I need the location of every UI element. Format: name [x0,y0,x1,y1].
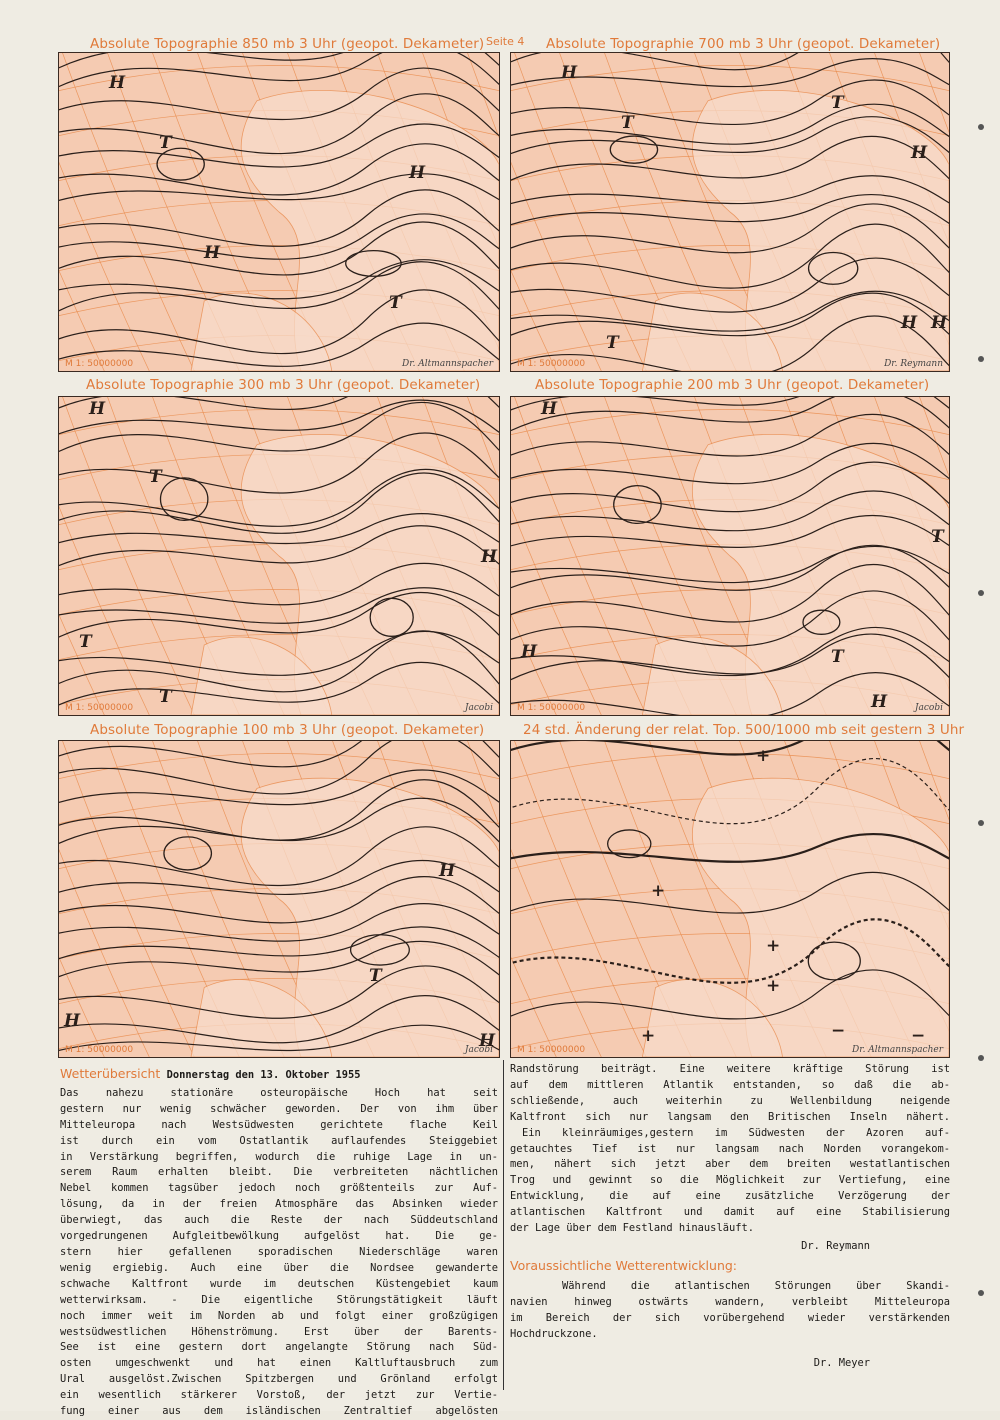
closed-isoline [160,478,207,520]
high-pressure-symbol: H [109,73,126,93]
change-symbol: + [641,1026,656,1046]
text-line: Nebel kommen tagsüber jedoch noch größtenteils zur Auf- [60,1182,498,1195]
report-left-text [60,1086,498,1420]
text-line: Das nahezu stationäre osteuropäische Hoch hat seit [60,1086,498,1099]
map-title: Absolute Topographie 850 mb 3 Uhr (geopot. Dekameter) [90,36,485,52]
isoline [59,397,499,412]
map-scale: M 1: 50000000 [517,1045,586,1055]
low-pressure-symbol: T [159,133,172,153]
map-700mb [510,52,950,372]
map-title: Absolute Topographie 300 mb 3 Uhr (geopot. Dekameter) [86,377,481,393]
high-pressure-symbol: H [541,399,558,419]
text-line: lösung, da in der freien Atmosphäre das Absinken wieder [60,1198,498,1211]
graticule-line [511,754,949,782]
report-right-text [510,1062,950,1237]
text-line: See ist eine gestern dort angelangte Störung nach Süd- [60,1341,498,1354]
map-signature: Jacobi [914,703,943,713]
isoline [59,741,499,767]
map-drawing [511,397,949,715]
change-symbol: + [766,936,781,956]
text-line: ein wesentlich stärkerer Vorstoß, der jetzt zur Vertie- [60,1389,498,1402]
text-line: überwiegt, das auch die Reste der nach Süddeutschland [60,1214,498,1227]
low-pressure-symbol: T [389,293,402,313]
text-line: noch immer weit im Norden ab und folgt einer großzügigen [60,1309,498,1322]
change-symbol: − [911,1026,926,1046]
high-pressure-symbol: H [439,861,456,881]
map-850mb [58,52,500,372]
graticule-line [59,397,154,715]
report-right-column [510,1062,950,1372]
punch-hole [978,1290,984,1296]
graticule-line [59,53,109,371]
map-drawing [511,741,949,1057]
text-line: Randstörung beiträgt. Eine weitere kräftige Störung ist [510,1063,950,1075]
punch-hole [978,356,984,362]
isoline [59,400,499,437]
text-line: Mitteleuropa nach Westsüdwesten gerichtete flache Keil [60,1118,498,1131]
text-line: Ural ausgelöst.Zwischen Spitzbergen und Grönland erfolgt [60,1373,498,1386]
map-100mb [58,740,500,1058]
closed-isoline [614,486,661,524]
low-pressure-symbol: T [606,333,619,353]
text-line: men, nähert sich jetzt aber dem breiten westatlantischen [510,1158,950,1171]
graticule-line [511,741,561,1057]
map-title: 24 std. Änderung der relat. Top. 500/1000 mb seit gestern 3 Uhr [523,722,965,738]
high-pressure-symbol: H [931,313,948,333]
closed-isoline [164,837,211,870]
graticule-line [59,741,109,1057]
text-line: Ein kleinräumiges,gestern im Südwesten der Azoren auf- [522,1126,950,1139]
low-pressure-symbol: T [159,687,172,707]
map-title: Absolute Topographie 700 mb 3 Uhr (geopot. Dekameter) [546,36,941,52]
text-line: der Lage über dem Festland hinausläuft. [510,1222,754,1235]
map-signature: Jacobi [464,703,493,713]
text-line: in Verstärkung begriffen, wodurch die ruhige Lage in un- [60,1150,498,1163]
map-scale: M 1: 50000000 [65,1045,134,1055]
report-left-column [60,1066,498,1420]
low-pressure-symbol: T [931,527,944,547]
map-title: Absolute Topographie 200 mb 3 Uhr (geopot. Dekameter) [535,377,930,393]
text-line: osten umgeschwenkt und hat einen Kaltluftausbruch zum [60,1357,498,1370]
change-symbol: + [766,976,781,996]
forecast-text [510,1279,950,1343]
map-500-1000-change [510,740,950,1058]
high-pressure-symbol: H [911,143,928,163]
high-pressure-symbol: H [561,63,578,83]
change-symbol: + [651,881,666,901]
text-line: westsüdwestlichen Höhenströmung. Erst über der Barents- [60,1325,498,1338]
text-line: Hochdruckzone. [510,1327,598,1340]
change-symbol: + [756,746,771,766]
text-line: im Bereich der sich vorübergehend wieder verstärkenden [510,1311,950,1324]
map-drawing [59,53,499,371]
punch-hole [978,820,984,826]
low-pressure-symbol: T [369,966,382,986]
punch-hole [978,1055,984,1061]
graticule-line [59,741,199,1057]
graticule-line [511,397,606,715]
text-line: gestern nur wenig schwächer geworden. Der von ihm über [60,1102,498,1115]
text-line: navien hinweg ostwärts wandern, verbleibt Mitteleuropa [510,1295,950,1308]
graticule-line [511,410,949,438]
low-pressure-symbol: T [79,632,92,652]
text-line: vorgedrungenen Aufgleitbewölkung aufgelöst hat. Die ge- [60,1230,498,1243]
isoline [511,397,949,413]
map-title: Absolute Topographie 100 mb 3 Uhr (geopot. Dekameter) [90,722,485,738]
text-line: Während die atlantischen Störungen über Skandi- [562,1279,950,1292]
signature-meyer: Dr. Meyer [813,1357,870,1370]
high-pressure-symbol: H [89,399,106,419]
map-300mb [58,396,500,716]
high-pressure-symbol: H [901,313,918,333]
low-pressure-symbol: T [831,93,844,113]
high-pressure-symbol: H [204,243,221,263]
high-pressure-symbol: H [479,1031,496,1051]
text-line: fung einer aus dem isländischen Zentraltief abgelösten [60,1405,498,1418]
text-line: schwache Kaltfront wurde im deutschen Küstengebiet kaum [60,1277,498,1290]
punch-hole [978,590,984,596]
text-line: getauchtes Tief ist nur langsam nach Norden vorangekom- [510,1142,950,1155]
closed-isoline [157,148,204,180]
graticule-line [59,410,499,438]
low-pressure-symbol: T [831,647,844,667]
high-pressure-symbol: H [481,547,498,567]
map-signature: Dr. Reymann [884,359,943,369]
text-line: wetterwirksam. - Die eigentliche Störungstätigkeit läuft [60,1293,498,1306]
text-line: Trog und gewinnt so die Möglichkeit zur Vertiefung, eine [510,1174,950,1187]
text-line: stern hier gefallenen sporadischen Niederschläge waren [60,1245,498,1258]
low-pressure-symbol: T [149,467,162,487]
text-line: serem Raum erhalten bleibt. Die verbreiteten nächtlichen [60,1166,498,1179]
column-divider [503,1060,504,1390]
low-pressure-symbol: T [621,113,634,133]
change-symbol: − [831,1021,846,1041]
map-drawing [59,397,499,715]
text-line: Kaltfront sich nur langsam den Britischen Inseln nähert. [510,1110,950,1123]
graticule-line [59,741,154,1057]
text-line: wenig ergiebig. Auch eine über die Nordsee gewanderte [60,1261,498,1274]
forecast-heading: Voraussichtliche Wetterentwicklung: [510,1257,738,1273]
map-scale: M 1: 50000000 [517,359,586,369]
high-pressure-symbol: H [871,692,888,712]
map-200mb [510,396,950,716]
map-scale: M 1: 50000000 [65,703,134,713]
map-signature: Dr. Altmannspacher [852,1045,943,1055]
text-line: auf dem mittleren Atlantik entstanden, so daß die ab- [510,1078,950,1091]
signature-reymann: Dr. Reymann [801,1239,870,1252]
text-line: Entwicklung, die auf eine zusätzliche Verzögerung der [510,1190,950,1203]
map-scale: M 1: 50000000 [517,703,586,713]
text-line: ist durch ein vom Ostatlantik auflaufendes Steiggebiet [60,1134,498,1147]
isoline [511,741,949,754]
high-pressure-symbol: H [64,1011,81,1031]
map-signature: Dr. Altmannspacher [402,359,493,369]
text-line: schließende, auch weiterhin zu Wellenbildung neigende [510,1094,950,1107]
page-label: Seite 4 [486,35,525,48]
report-heading: Wetterübersicht [60,1066,161,1081]
punch-hole [978,124,984,130]
closed-isoline [610,136,657,163]
graticule-line [59,397,109,715]
map-drawing [59,741,499,1057]
high-pressure-symbol: H [521,642,538,662]
map-scale: M 1: 50000000 [65,359,134,369]
map-drawing [511,53,949,371]
report-date: Donnerstag den 13. Oktober 1955 [166,1069,361,1081]
text-line: atlantischen Kaltfront und damit auf eine Stabilisierung [510,1206,950,1219]
high-pressure-symbol: H [409,163,426,183]
map-signature: Jacobi [464,1045,493,1055]
